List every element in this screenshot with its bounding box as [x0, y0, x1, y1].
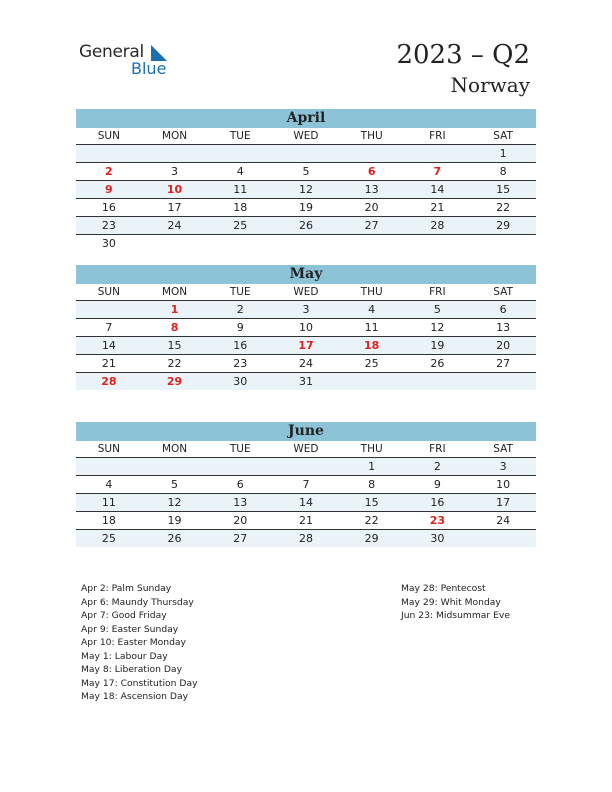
holiday-day-cell: 8	[142, 319, 208, 337]
day-cell: 4	[207, 163, 273, 181]
week-row	[76, 199, 536, 217]
day-cell	[470, 530, 536, 548]
day-cell: 25	[339, 355, 405, 373]
day-cell: 16	[76, 199, 142, 217]
holiday-note: May 28: Pentecost	[401, 583, 486, 594]
holiday-note: May 17: Constitution Day	[81, 677, 198, 689]
day-cell: 10	[273, 319, 339, 337]
day-cell: 28	[405, 217, 471, 235]
day-cell: 21	[76, 355, 142, 373]
holiday-day-cell: 6	[339, 163, 405, 181]
day-cell: 18	[207, 199, 273, 217]
week-row	[76, 494, 536, 512]
day-cell	[142, 458, 208, 476]
day-cell: 22	[339, 512, 405, 530]
holiday-note: May 18: Ascension Day	[81, 691, 189, 702]
holiday-day-cell: 2	[76, 163, 142, 181]
day-cell: 29	[339, 530, 405, 548]
holiday-note: May 29: Whit Monday	[401, 596, 501, 608]
weekday-label: SAT	[470, 441, 536, 458]
day-cell	[273, 458, 339, 476]
week-row	[76, 373, 536, 391]
day-cell: 8	[470, 163, 536, 181]
logo-blue-text: Blue	[131, 59, 167, 78]
weekday-label: FRI	[405, 284, 471, 301]
holiday-day-cell: 28	[76, 373, 142, 391]
day-cell: 26	[142, 530, 208, 548]
week-row	[76, 235, 536, 253]
weekday-label: THU	[339, 128, 405, 145]
day-cell: 30	[207, 373, 273, 391]
day-cell: 20	[339, 199, 405, 217]
day-cell: 17	[142, 199, 208, 217]
week-row	[76, 476, 536, 494]
weekday-label: SUN	[76, 441, 142, 458]
day-cell: 7	[76, 319, 142, 337]
weekday-label: TUE	[207, 441, 273, 458]
weekday-label: MON	[142, 284, 208, 301]
holiday-day-cell: 29	[142, 373, 208, 391]
day-cell	[339, 145, 405, 163]
weekday-label: SUN	[76, 128, 142, 145]
day-cell: 14	[405, 181, 471, 199]
day-cell: 27	[207, 530, 273, 548]
day-cell: 2	[405, 458, 471, 476]
month-june	[76, 422, 536, 547]
day-cell: 14	[76, 337, 142, 355]
holiday-day-cell: 23	[405, 512, 471, 530]
week-row	[76, 512, 536, 530]
day-cell: 30	[405, 530, 471, 548]
day-cell: 29	[470, 217, 536, 235]
holiday-day-cell: 17	[273, 337, 339, 355]
holiday-note: Apr 10: Easter Monday	[81, 637, 186, 648]
day-cell	[339, 235, 405, 253]
day-cell: 26	[405, 355, 471, 373]
day-cell	[207, 235, 273, 253]
day-cell: 19	[273, 199, 339, 217]
day-cell: 28	[273, 530, 339, 548]
day-cell: 9	[207, 319, 273, 337]
day-cell: 17	[470, 494, 536, 512]
day-cell: 30	[101, 237, 116, 250]
day-cell: 7	[273, 476, 339, 494]
day-cell: 3	[273, 301, 339, 319]
day-cell: 19	[405, 337, 471, 355]
weekday-label: MON	[142, 441, 208, 458]
day-cell: 1	[339, 458, 405, 476]
day-cell: 25	[76, 530, 142, 548]
weekday-label: WED	[273, 128, 339, 145]
day-cell	[273, 145, 339, 163]
day-cell: 20	[207, 512, 273, 530]
day-cell: 26	[273, 217, 339, 235]
day-cell: 24	[470, 512, 536, 530]
day-cell: 24	[273, 355, 339, 373]
week-row	[76, 163, 536, 181]
weekday-label: THU	[339, 284, 405, 301]
day-cell	[142, 145, 208, 163]
day-cell: 15	[470, 181, 536, 199]
day-cell	[76, 145, 142, 163]
day-cell: 4	[339, 301, 405, 319]
day-cell	[273, 235, 339, 253]
month-header: June	[76, 422, 536, 441]
day-cell: 8	[339, 476, 405, 494]
holiday-note: Apr 7: Good Friday	[81, 610, 167, 621]
day-cell: 21	[405, 199, 471, 217]
day-cell	[76, 301, 142, 319]
day-cell: 12	[405, 319, 471, 337]
day-cell: 19	[142, 512, 208, 530]
day-cell: 10	[470, 476, 536, 494]
day-cell	[405, 373, 471, 391]
holiday-day-cell: 18	[339, 337, 405, 355]
holiday-day-cell: 10	[142, 181, 208, 199]
day-cell: 12	[273, 181, 339, 199]
logo	[79, 40, 179, 80]
day-cell	[470, 235, 536, 253]
page-title: 2023 – Q2	[396, 40, 530, 70]
weekday-label: TUE	[207, 128, 273, 145]
day-cell: 20	[470, 337, 536, 355]
calendar-grid	[76, 128, 536, 252]
holiday-list-left	[81, 582, 198, 704]
day-cell	[405, 235, 471, 253]
weekday-label: WED	[273, 284, 339, 301]
day-cell: 6	[207, 476, 273, 494]
day-cell: 5	[405, 301, 471, 319]
holiday-note: May 1: Labour Day	[81, 650, 168, 662]
day-cell	[207, 145, 273, 163]
day-cell	[142, 235, 208, 253]
day-cell: 24	[142, 217, 208, 235]
week-row	[76, 145, 536, 163]
day-cell: 13	[339, 181, 405, 199]
day-cell: 22	[142, 355, 208, 373]
day-cell: 13	[470, 319, 536, 337]
weekday-label: FRI	[405, 441, 471, 458]
day-cell: 27	[339, 217, 405, 235]
day-cell: 1	[470, 145, 536, 163]
month-header: May	[76, 265, 536, 284]
day-cell: 13	[207, 494, 273, 512]
day-cell: 12	[142, 494, 208, 512]
day-cell: 21	[273, 512, 339, 530]
week-row	[76, 458, 536, 476]
day-cell: 5	[142, 476, 208, 494]
day-cell: 31	[273, 373, 339, 391]
day-cell	[207, 458, 273, 476]
day-cell: 11	[207, 181, 273, 199]
day-cell: 11	[76, 494, 142, 512]
day-cell: 18	[76, 512, 142, 530]
day-cell: 3	[470, 458, 536, 476]
day-cell: 4	[76, 476, 142, 494]
month-may	[76, 265, 536, 390]
weekday-label: FRI	[405, 128, 471, 145]
week-row	[76, 319, 536, 337]
weekday-label: MON	[142, 128, 208, 145]
holiday-day-cell: 7	[405, 163, 471, 181]
weekday-label: SAT	[470, 128, 536, 145]
country-name: Norway	[450, 73, 530, 97]
day-cell	[76, 458, 142, 476]
day-cell: 15	[142, 337, 208, 355]
day-cell: 25	[207, 217, 273, 235]
day-cell: 15	[339, 494, 405, 512]
day-cell: 23	[76, 217, 142, 235]
holiday-note: Jun 23: Midsummar Eve	[401, 610, 511, 621]
weekday-label: SAT	[470, 284, 536, 301]
calendar-grid	[76, 284, 536, 390]
week-row	[76, 337, 536, 355]
day-cell: 11	[339, 319, 405, 337]
weekday-label: THU	[339, 441, 405, 458]
day-cell: 16	[207, 337, 273, 355]
day-cell: 5	[273, 163, 339, 181]
logo-general-text: General	[79, 42, 144, 62]
day-cell: 6	[470, 301, 536, 319]
day-cell	[405, 145, 471, 163]
holiday-note: Apr 9: Easter Sunday	[81, 623, 179, 635]
holiday-day-cell: 1	[142, 301, 208, 319]
day-cell	[470, 373, 536, 391]
holiday-day-cell: 9	[76, 181, 142, 199]
day-cell: 23	[207, 355, 273, 373]
day-cell: 14	[273, 494, 339, 512]
month-april	[76, 109, 536, 252]
week-row	[76, 217, 536, 235]
day-cell: 3	[142, 163, 208, 181]
week-row	[76, 301, 536, 319]
week-row	[76, 181, 536, 199]
calendar-grid	[76, 441, 536, 547]
weekday-label: SUN	[76, 284, 142, 301]
week-row	[76, 355, 536, 373]
day-cell	[339, 373, 405, 391]
day-cell: 16	[405, 494, 471, 512]
day-cell: 22	[470, 199, 536, 217]
month-header: April	[76, 109, 536, 128]
day-cell: 27	[470, 355, 536, 373]
week-row	[76, 530, 536, 548]
weekday-label: WED	[273, 441, 339, 458]
holiday-list-right	[401, 582, 510, 623]
holiday-note: Apr 6: Maundy Thursday	[81, 596, 194, 608]
weekday-label: TUE	[207, 284, 273, 301]
holiday-note: May 8: Liberation Day	[81, 664, 182, 675]
day-cell: 2	[207, 301, 273, 319]
holiday-note: Apr 2: Palm Sunday	[81, 583, 172, 594]
day-cell: 9	[405, 476, 471, 494]
